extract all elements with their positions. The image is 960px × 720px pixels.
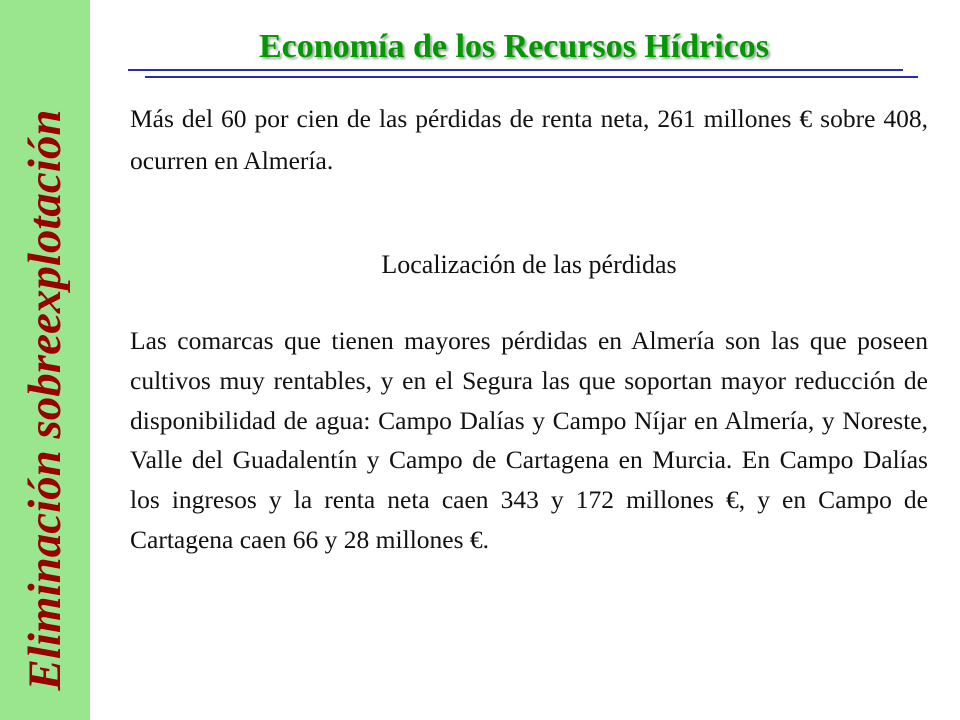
sidebar-panel [0, 0, 90, 720]
page-title: Economía de los Recursos Hídricos [259, 28, 769, 65]
intro-paragraph: Más del 60 por cien de las pérdidas de renta neta, 261 millones € sobre 408, ocurren en Almería. [130, 104, 928, 175]
body-paragraph: Las comarcas que tienen mayores pérdidas en Almería son las que poseen cultivos muy rentables, y en el Segura las que soportan mayor reducción de disponibilidad de agua: Campo Dalías y Campo Níjar en Almería, y Noreste, Valle del Guadalentín y Campo de Cartagena en Murcia. En Campo Dalías los ingresos y la renta neta caen 343 y 172 millones €, y en Campo de Cartagena caen 66 y 28 millones €. [130, 326, 928, 554]
sidebar-title: Eliminación sobreexplotación [19, 109, 71, 691]
section-subheading: Localización de las pérdidas [381, 250, 677, 279]
title-underline-top [128, 69, 903, 71]
title-underline-bottom [145, 76, 918, 78]
